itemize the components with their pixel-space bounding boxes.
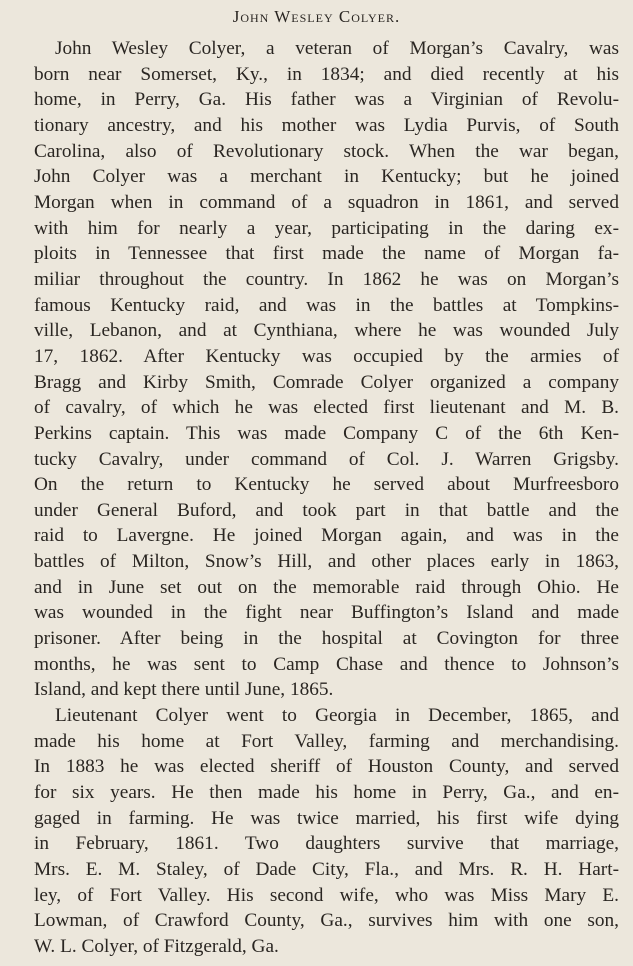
- text-line: Bragg and Kirby Smith, Comrade Colyer organized a company: [34, 371, 619, 393]
- text-line: Lieutenant Colyer went to Georgia in December, 1865, and: [55, 705, 619, 727]
- text-line: tionary ancestry, and his mother was Lydia Purvis, of South: [34, 114, 619, 136]
- text-line: W. L. Colyer, of Fitzgerald, Ga.: [34, 935, 279, 957]
- text-line: with him for nearly a year, participating in the daring ex-: [34, 217, 619, 239]
- text-line: under General Buford, and took part in that battle and the: [34, 499, 619, 521]
- text-line: of cavalry, of which he was elected first lieutenant and M. B.: [34, 397, 619, 419]
- text-line: was wounded in the fight near Buffington’s Island and made: [34, 602, 619, 624]
- text-line: and in June set out on the memorable raid through Ohio. He: [34, 576, 619, 598]
- text-line: prisoner. After being in the hospital at Covington for three: [34, 628, 619, 650]
- text-line: miliar throughout the country. In 1862 he was on Morgan’s: [34, 268, 619, 290]
- text-line: battles of Milton, Snow’s Hill, and other places early in 1863,: [34, 551, 619, 573]
- text-line: Morgan when in command of a squadron in 1861, and served: [34, 191, 619, 213]
- text-line: in February, 1861. Two daughters survive that marriage,: [34, 833, 619, 855]
- text-line: On the return to Kentucky he served about Murfreesboro: [34, 474, 619, 496]
- article-title: John Wesley Colyer.: [232, 7, 401, 26]
- text-line: Lowman, of Crawford County, Ga., survives him with one son,: [34, 910, 619, 932]
- text-line: John Colyer was a merchant in Kentucky; but he joined: [34, 166, 619, 188]
- text-line: 17, 1862. After Kentucky was occupied by the armies of: [34, 345, 619, 367]
- text-line: ville, Lebanon, and at Cynthiana, where he was wounded July: [34, 320, 619, 342]
- text-line: ploits in Tennessee that first made the name of Morgan fa-: [34, 243, 619, 265]
- text-line: Island, and kept there until June, 1865.: [34, 679, 334, 701]
- text-line: ley, of Fort Valley. His second wife, who was Miss Mary E.: [34, 884, 619, 906]
- text-line: for six years. He then made his home in Perry, Ga., and en-: [34, 782, 619, 804]
- text-line: famous Kentucky raid, and was in the battles at Tompkins-: [34, 294, 619, 316]
- article-body: [13, 36, 619, 960]
- paragraph-1: [13, 36, 619, 703]
- text-line: months, he was sent to Camp Chase and thence to Johnson’s: [34, 653, 619, 675]
- text-line: home, in Perry, Ga. His father was a Virginian of Revolu-: [34, 89, 619, 111]
- text-line: made his home at Fort Valley, farming and merchandising.: [34, 730, 619, 752]
- text-line: tucky Cavalry, under command of Col. J. Warren Grigsby.: [34, 448, 619, 470]
- paragraph-2: [13, 703, 619, 960]
- text-line: raid to Lavergne. He joined Morgan again, and was in the: [34, 525, 619, 547]
- text-line: Mrs. E. M. Staley, of Dade City, Fla., and Mrs. R. H. Hart-: [34, 859, 619, 880]
- text-line: Perkins captain. This was made Company C of the 6th Ken-: [34, 422, 619, 444]
- text-line: gaged in farming. He was twice married, his first wife dying: [34, 807, 619, 829]
- text-line: In 1883 he was elected sheriff of Houston County, and served: [34, 756, 619, 778]
- text-line: born near Somerset, Ky., in 1834; and died recently at his: [34, 63, 619, 85]
- text-line: John Wesley Colyer, a veteran of Morgan’s Cavalry, was: [55, 38, 619, 59]
- text-line: Carolina, also of Revolutionary stock. When the war began,: [34, 140, 619, 162]
